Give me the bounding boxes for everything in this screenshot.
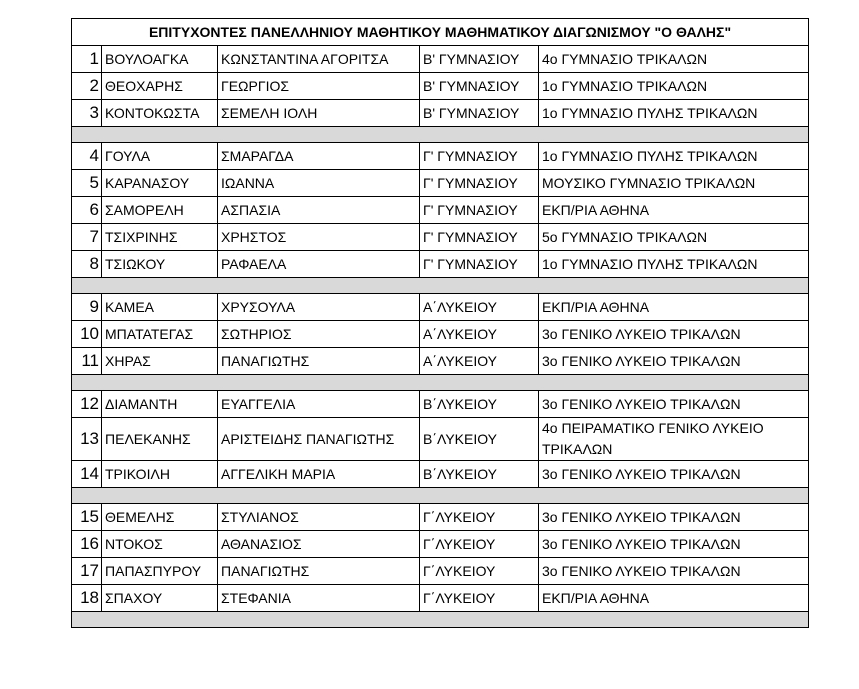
title-row [72, 19, 809, 46]
surname-cell: ΚΑΡΑΝΑΣΟΥ [102, 170, 218, 197]
surname-cell: ΧΗΡΑΣ [102, 348, 218, 375]
school-cell: ΕΚΠ/ΡΙΑ ΑΘΗΝΑ [539, 585, 809, 612]
table-row [72, 73, 809, 100]
table-row [72, 251, 809, 278]
row-number: 9 [72, 294, 102, 321]
class-cell: Β' ΓΥΜΝΑΣΙΟΥ [420, 46, 539, 73]
class-cell: Α΄ΛΥΚΕΙΟΥ [420, 294, 539, 321]
table-row [72, 531, 809, 558]
first-name-cell: ΙΩΑΝΝΑ [218, 170, 420, 197]
first-name-cell: ΑΣΠΑΣΙΑ [218, 197, 420, 224]
class-cell: Β' ΓΥΜΝΑΣΙΟΥ [420, 73, 539, 100]
school-cell: 1ο ΓΥΜΝΑΣΙΟ ΠΥΛΗΣ ΤΡΙΚΑΛΩΝ [539, 100, 809, 127]
school-cell: ΕΚΠ/ΡΙΑ ΑΘΗΝΑ [539, 294, 809, 321]
table-row [72, 418, 809, 461]
table-row [72, 46, 809, 73]
school-cell: 4ο ΓΥΜΝΑΣΙΟ ΤΡΙΚΑΛΩΝ [539, 46, 809, 73]
school-cell: 5ο ΓΥΜΝΑΣΙΟ ΤΡΙΚΑΛΩΝ [539, 224, 809, 251]
table-row [72, 170, 809, 197]
first-name-cell: ΣΩΤΗΡΙΟΣ [218, 321, 420, 348]
row-number: 16 [72, 531, 102, 558]
class-cell: Γ΄ΛΥΚΕΙΟΥ [420, 531, 539, 558]
school-cell: 3ο ΓΕΝΙΚΟ ΛΥΚΕΙΟ ΤΡΙΚΑΛΩΝ [539, 558, 809, 585]
table-row [72, 143, 809, 170]
row-number: 4 [72, 143, 102, 170]
surname-cell: ΠΑΠΑΣΠΥΡΟΥ [102, 558, 218, 585]
class-cell: Α΄ΛΥΚΕΙΟΥ [420, 348, 539, 375]
school-cell: 1ο ΓΥΜΝΑΣΙΟ ΠΥΛΗΣ ΤΡΙΚΑΛΩΝ [539, 143, 809, 170]
first-name-cell: ΕΥΑΓΓΕΛΙΑ [218, 391, 420, 418]
school-cell: 3ο ΓΕΝΙΚΟ ΛΥΚΕΙΟ ΤΡΙΚΑΛΩΝ [539, 504, 809, 531]
class-cell: Γ΄ΛΥΚΕΙΟΥ [420, 585, 539, 612]
school-cell: ΕΚΠ/ΡΙΑ ΑΘΗΝΑ [539, 197, 809, 224]
row-number: 11 [72, 348, 102, 375]
row-number: 6 [72, 197, 102, 224]
class-cell: Β΄ΛΥΚΕΙΟΥ [420, 461, 539, 488]
group-separator-row [72, 612, 809, 628]
surname-cell: ΘΕΜΕΛΗΣ [102, 504, 218, 531]
surname-cell: ΚΑΜΕΑ [102, 294, 218, 321]
first-name-cell: ΣΤΕΦΑΝΙΑ [218, 585, 420, 612]
table-row [72, 224, 809, 251]
row-number: 5 [72, 170, 102, 197]
surname-cell: ΒΟΥΛΟΑΓΚΑ [102, 46, 218, 73]
school-cell: 1ο ΓΥΜΝΑΣΙΟ ΤΡΙΚΑΛΩΝ [539, 73, 809, 100]
first-name-cell: ΡΑΦΑΕΛΑ [218, 251, 420, 278]
first-name-cell: ΧΡΗΣΤΟΣ [218, 224, 420, 251]
table-row [72, 585, 809, 612]
row-number: 2 [72, 73, 102, 100]
row-number: 1 [72, 46, 102, 73]
separator-cell [72, 488, 809, 504]
group-separator-row [72, 278, 809, 294]
table-row [72, 391, 809, 418]
school-cell: 3ο ΓΕΝΙΚΟ ΛΥΚΕΙΟ ΤΡΙΚΑΛΩΝ [539, 348, 809, 375]
row-number: 12 [72, 391, 102, 418]
class-cell: Γ΄ΛΥΚΕΙΟΥ [420, 504, 539, 531]
school-cell: 1ο ΓΥΜΝΑΣΙΟ ΠΥΛΗΣ ΤΡΙΚΑΛΩΝ [539, 251, 809, 278]
first-name-cell: ΣΤΥΛΙΑΝΟΣ [218, 504, 420, 531]
school-cell: 4ο ΠΕΙΡΑΜΑΤΙΚΟ ΓΕΝΙΚΟ ΛΥΚΕΙΟ ΤΡΙΚΑΛΩΝ [539, 418, 809, 461]
results-table [71, 18, 809, 628]
table-row [72, 461, 809, 488]
surname-cell: ΣΠΑΧΟΥ [102, 585, 218, 612]
class-cell: Γ' ΓΥΜΝΑΣΙΟΥ [420, 224, 539, 251]
table-row [72, 100, 809, 127]
results-sheet [71, 18, 808, 628]
surname-cell: ΔΙΑΜΑΝΤΗ [102, 391, 218, 418]
school-cell: ΜΟΥΣΙΚΟ ΓΥΜΝΑΣΙΟ ΤΡΙΚΑΛΩΝ [539, 170, 809, 197]
table-title: ΕΠΙΤΥΧΟΝΤΕΣ ΠΑΝΕΛΛΗΝΙΟΥ ΜΑΘΗΤΙΚΟΥ ΜΑΘΗΜΑΤΙΚΟΥ ΔΙΑΓΩΝΙΣΜΟΥ "Ο ΘΑΛΗΣ" [72, 19, 809, 46]
class-cell: Γ' ΓΥΜΝΑΣΙΟΥ [420, 143, 539, 170]
results-table-body [72, 19, 809, 628]
first-name-cell: ΠΑΝΑΓΙΩΤΗΣ [218, 348, 420, 375]
first-name-cell: ΠΑΝΑΓΙΩΤΗΣ [218, 558, 420, 585]
class-cell: Γ' ΓΥΜΝΑΣΙΟΥ [420, 197, 539, 224]
first-name-cell: ΧΡΥΣΟΥΛΑ [218, 294, 420, 321]
row-number: 13 [72, 418, 102, 461]
row-number: 18 [72, 585, 102, 612]
first-name-cell: ΓΕΩΡΓΙΟΣ [218, 73, 420, 100]
surname-cell: ΤΣΙΧΡΙΝΗΣ [102, 224, 218, 251]
school-cell: 3ο ΓΕΝΙΚΟ ΛΥΚΕΙΟ ΤΡΙΚΑΛΩΝ [539, 321, 809, 348]
first-name-cell: ΚΩΝΣΤΑΝΤΙΝΑ ΑΓΟΡΙΤΣΑ [218, 46, 420, 73]
row-number: 7 [72, 224, 102, 251]
surname-cell: ΓΟΥΛΑ [102, 143, 218, 170]
class-cell: Β' ΓΥΜΝΑΣΙΟΥ [420, 100, 539, 127]
row-number: 17 [72, 558, 102, 585]
class-cell: Γ΄ΛΥΚΕΙΟΥ [420, 558, 539, 585]
group-separator-row [72, 127, 809, 143]
school-cell: 3ο ΓΕΝΙΚΟ ΛΥΚΕΙΟ ΤΡΙΚΑΛΩΝ [539, 391, 809, 418]
table-row [72, 348, 809, 375]
table-row [72, 294, 809, 321]
separator-cell [72, 127, 809, 143]
separator-cell [72, 375, 809, 391]
group-separator-row [72, 375, 809, 391]
class-cell: Β΄ΛΥΚΕΙΟΥ [420, 391, 539, 418]
group-separator-row [72, 488, 809, 504]
row-number: 15 [72, 504, 102, 531]
first-name-cell: ΑΓΓΕΛΙΚΗ ΜΑΡΙΑ [218, 461, 420, 488]
surname-cell: ΝΤΟΚΟΣ [102, 531, 218, 558]
separator-cell [72, 278, 809, 294]
school-cell: 3ο ΓΕΝΙΚΟ ΛΥΚΕΙΟ ΤΡΙΚΑΛΩΝ [539, 531, 809, 558]
school-cell: 3ο ΓΕΝΙΚΟ ΛΥΚΕΙΟ ΤΡΙΚΑΛΩΝ [539, 461, 809, 488]
surname-cell: ΤΣΙΩΚΟΥ [102, 251, 218, 278]
first-name-cell: ΣΕΜΕΛΗ ΙΟΛΗ [218, 100, 420, 127]
first-name-cell: ΣΜΑΡΑΓΔΑ [218, 143, 420, 170]
class-cell: Γ' ΓΥΜΝΑΣΙΟΥ [420, 251, 539, 278]
class-cell: Γ' ΓΥΜΝΑΣΙΟΥ [420, 170, 539, 197]
class-cell: Β΄ΛΥΚΕΙΟΥ [420, 418, 539, 461]
class-cell: Α΄ΛΥΚΕΙΟΥ [420, 321, 539, 348]
row-number: 8 [72, 251, 102, 278]
separator-cell [72, 612, 809, 628]
surname-cell: ΘΕΟΧΑΡΗΣ [102, 73, 218, 100]
first-name-cell: ΑΘΑΝΑΣΙΟΣ [218, 531, 420, 558]
table-row [72, 558, 809, 585]
table-row [72, 504, 809, 531]
first-name-cell: ΑΡΙΣΤΕΙΔΗΣ ΠΑΝΑΓΙΩΤΗΣ [218, 418, 420, 461]
surname-cell: ΤΡΙΚΟΙΛΗ [102, 461, 218, 488]
table-row [72, 197, 809, 224]
surname-cell: ΣΑΜΟΡΕΛΗ [102, 197, 218, 224]
table-row [72, 321, 809, 348]
surname-cell: ΠΕΛΕΚΑΝΗΣ [102, 418, 218, 461]
surname-cell: ΜΠΑΤΑΤΕΓΑΣ [102, 321, 218, 348]
surname-cell: ΚΟΝΤΟΚΩΣΤΑ [102, 100, 218, 127]
row-number: 3 [72, 100, 102, 127]
row-number: 14 [72, 461, 102, 488]
row-number: 10 [72, 321, 102, 348]
